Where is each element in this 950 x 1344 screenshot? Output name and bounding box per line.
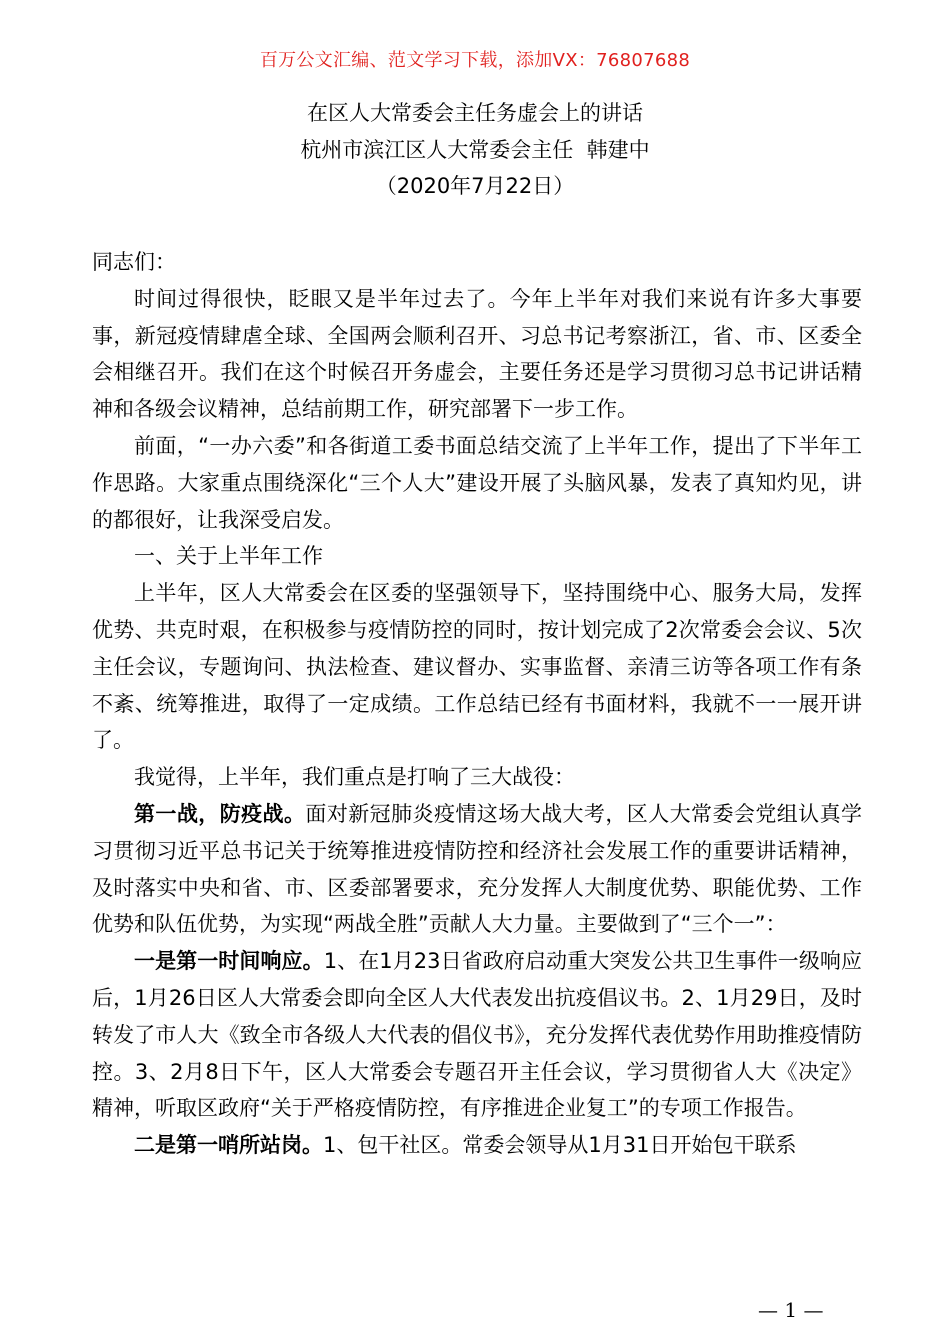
paragraph-6 — [92, 943, 862, 1127]
paragraph-6-text: 1、在1月23日省政府启动重大突发公共卫生事件一级响应后，1月26日区人大常委会即向全区人大代表发出抗疫倡议书。2、1月29日，及时转发了市人大《致全市各级人大代表的倡仪书》，充分发挥代表优势作用助推疫情防控。3、2月8日下午，区人大常委会专题召开主任会议，学习贯彻省人大《决定》精神，听取区政府“关于严格疫情防控，有序推进企业复工”的专项工作报告。 — [92, 949, 863, 1121]
paragraph-5-text: 面对新冠肺炎疫情这场大战大考，区人大常委会党组认真学习贯彻习近平总书记关于统筹推进疫情防控和经济社会发展工作的重要讲话精神，及时落实中央和省、市、区委部署要求，充分发挥人大制度优势、职能优势、工作优势和队伍优势，为实现“两战全胜”贡献人大力量。主要做到了“三个一”： — [92, 801, 863, 937]
paragraph-6-lead: 一是第一时间响应。 — [134, 949, 324, 974]
document-date: （2020年7月22日） — [375, 174, 575, 198]
greeting: 同志们： — [92, 250, 176, 274]
watermark-banner: 百万公文汇编、范文学习下载，添加VX：76807688 — [259, 50, 691, 71]
document-body — [92, 244, 862, 1164]
paragraph-5-lead: 第一战，防疫战。 — [134, 801, 306, 826]
document-author: 杭州市滨江区人大常委会主任 韩建中 — [300, 138, 650, 162]
section-heading-1: 一、关于上半年工作 — [134, 544, 323, 569]
paragraph-7-text: 1、包干社区。常委会领导从1月31日开始包干联系 — [323, 1133, 797, 1158]
paragraph-1: 时间过得很快，眨眼又是半年过去了。今年上半年对我们来说有许多大事要事，新冠疫情肆虐全球、全国两会顺利召开、习总书记考察浙江，省、市、区委全会相继召开。我们在这个时候召开务虚会，主要任务还是学习贯彻习总书记讲话精神和各级会议精神，总结前期工作，研究部署下一步工作。 — [92, 286, 862, 422]
paragraph-7-lead: 二是第一哨所站岗。 — [134, 1133, 323, 1158]
page-number: — 1 — — [758, 1298, 824, 1322]
paragraph-7 — [92, 1127, 862, 1164]
paragraph-3: 上半年，区人大常委会在区委的坚强领导下，坚持围绕中心、服务大局，发挥优势、共克时艰，在积极参与疫情防控的同时，按计划完成了2次常委会会议、5次主任会议，专题询问、执法检查、建议督办、实事监督、亲清三访等各项工作有条不紊、统筹推进，取得了一定成绩。工作总结已经有书面材料，我就不一一展开讲了。 — [92, 581, 862, 753]
paragraph-5 — [92, 796, 862, 943]
paragraph-4: 我觉得，上半年，我们重点是打响了三大战役： — [134, 765, 575, 790]
paragraph-2: 前面，“一办六委”和各街道工委书面总结交流了上半年工作，提出了下半年工作思路。大家重点围绕深化“三个人大”建设开展了头脑风暴，发表了真知灼见，讲的都很好，让我深受启发。 — [92, 433, 862, 532]
document-title: 在区人大常委会主任务虚会上的讲话 — [307, 101, 643, 125]
